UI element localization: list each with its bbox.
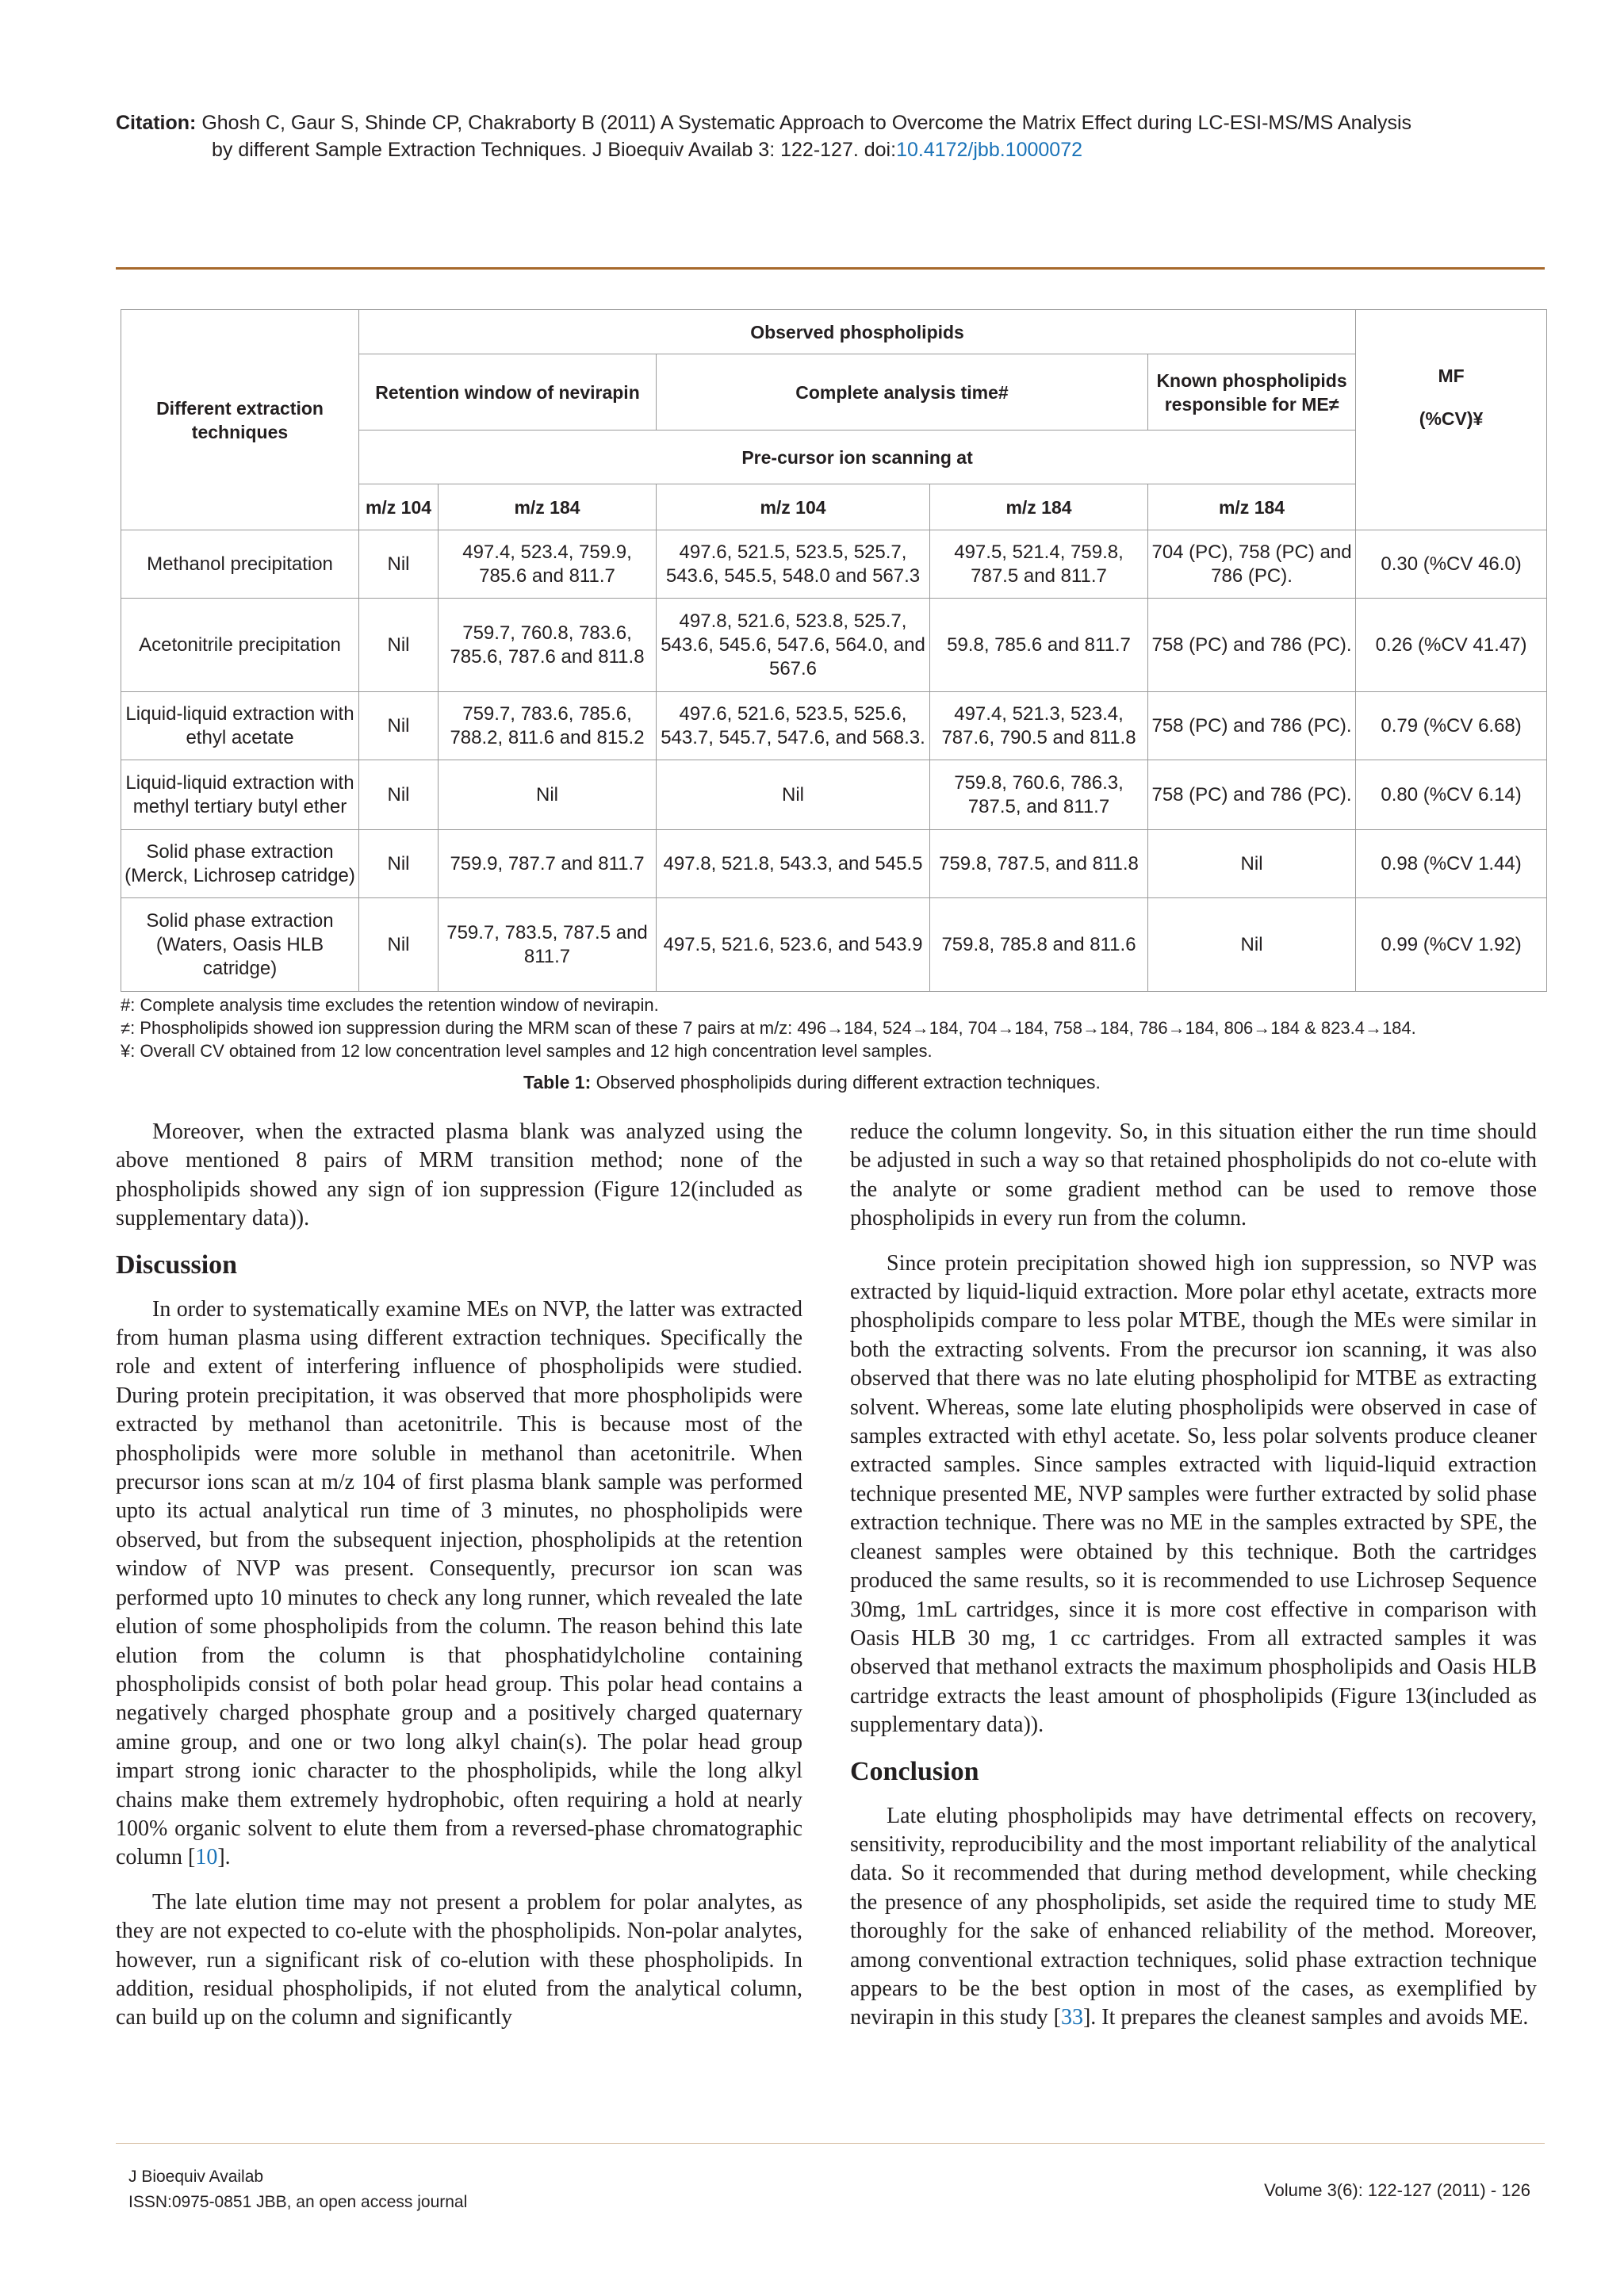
cell: 704 (PC), 758 (PC) and 786 (PC). [1148,530,1356,599]
cell: 759.9, 787.7 and 811.7 [439,830,657,898]
footer-left [128,2164,467,2215]
reference-link[interactable]: 33 [1060,2005,1083,2030]
technique-cell: Liquid-liquid extraction with ethyl acetate [121,692,359,760]
header-known: Known phospholipids responsible for ME≠ [1148,354,1356,430]
subheader-empty [1356,484,1547,530]
cell: Nil [359,760,439,830]
cell: 758 (PC) and 786 (PC). [1148,692,1356,760]
subheader-cell: m/z 184 [439,484,657,530]
technique-cell: Methanol precipitation [121,530,359,599]
technique-cell: Liquid-liquid extraction with methyl tertiary butyl ether [121,760,359,830]
cell: Nil [359,530,439,599]
header-retention: Retention window of nevirapin [359,354,657,430]
paragraph: Since protein precipitation showed high ion suppression, so NVP was extracted by liquid-liquid extraction. More polar ethyl acetate, extracts more phospholipids compare to less polar MTBE, though the MEs were similar in both the extracting solvents. From the precursor ion scanning, it was also observed that there was no late eluting phospholipid for MTBE as extracting solvent. Whereas, some late eluting phospholipids were observed in case of samples extracted with ethyl acetate. So, less polar solvents produce cleaner extracted samples. Since samples extracted with liquid-liquid extraction technique presented ME, NVP samples were further extracted by solid phase extraction technique. There was no ME in the samples extracted by SPE, the cleanest samples were obtained by this technique. Both the cartridges produced the same results, so it is recommended to use Lichrosep Sequence 30mg, 1mL cartridges, since it is more cost effective in comparison with Oasis HLB 30 mg, 1 cc cartridges. From all extracted samples it was observed that methanol extracts the maximum phospholipids and Oasis HLB cartridge extracts the least amount of phospholipids (Figure 13(included as supplementary data)). [850,1250,1537,1738]
cell: 497.8, 521.8, 543.3, and 545.5 [657,830,930,898]
subheader-cell: m/z 184 [930,484,1148,530]
cell: Nil [1148,830,1356,898]
paragraph: The late elution time may not present a problem for polar analytes, as they are not expected to co-elute with the phospholipids. Non-polar analytes, however, run a significant risk of co-elution with these phospholipids. In addition, residual phospholipids, if not eluted from the analytical column, can build up on the column and significantly [116,1889,802,2030]
mf-cell: 0.80 (%CV 6.14) [1356,760,1547,830]
cell: 497.5, 521.6, 523.6, and 543.9 [657,898,930,992]
paragraph: reduce the column longevity. So, in this situation either the run time should be adjusted in such a way so that retained phospholipids do not co-elute with the analyte or some gradient method can be used to remove those phospholipids in every run from the column. [850,1119,1537,1231]
table-row [121,692,1547,760]
technique-cell: Solid phase extraction (Waters, Oasis HLB catridge) [121,898,359,992]
technique-cell: Solid phase extraction (Merck, Lichrosep catridge) [121,830,359,898]
table-note: ≠: Phospholipids showed ion suppression during the MRM scan of these 7 pairs at m/z: 496→184, 524→184, 704→184, 758→184, 786→184, 806→184 & 823.4→184. [121,1018,1416,1038]
table-row [121,599,1547,692]
subheader-cell: m/z 104 [359,484,439,530]
paragraph: Moreover, when the extracted plasma blank was analyzed using the above mentioned 8 pairs of MRM transition method; none of the phospholipids showed any sign of ion suppression (Figure 12(included as supplementary data)). [116,1119,802,1231]
mf-cell: 0.79 (%CV 6.68) [1356,692,1547,760]
section-heading-discussion: Discussion [116,1249,238,1280]
cell: Nil [359,599,439,692]
citation-label: Citation: [116,112,197,134]
technique-cell: Acetonitrile precipitation [121,599,359,692]
table-caption [0,1072,1624,1093]
caption-label: Table 1: [523,1072,592,1093]
header-mf-cv: (%CV)¥ [1419,408,1484,429]
citation-line2: by different Sample Extraction Techniques. J Bioequiv Availab 3: 122-127. doi: [212,139,897,161]
phospholipids-table [121,309,1547,992]
cell: 759.7, 760.8, 783.6, 785.6, 787.6 and 811.8 [439,599,657,692]
subheader-cell: m/z 184 [1148,484,1356,530]
header-mf-label: MF [1438,365,1465,386]
cell: Nil [359,692,439,760]
doi-link[interactable]: 10.4172/jbb.1000072 [896,139,1083,161]
cell: Nil [359,830,439,898]
table-row [121,530,1547,599]
footer-journal: J Bioequiv Availab [128,2168,264,2186]
cell: 497.8, 521.6, 523.8, 525.7, 543.6, 545.6, 547.6, 564.0, and 567.6 [657,599,930,692]
section-heading-conclusion: Conclusion [850,1756,979,1786]
mf-cell: 0.30 (%CV 46.0) [1356,530,1547,599]
cell: 497.6, 521.5, 523.5, 525.7, 543.6, 545.5, 548.0 and 567.3 [657,530,930,599]
cell: Nil [439,760,657,830]
paragraph-text: ]. It prepares the cleanest samples and avoids ME. [1082,2005,1529,2030]
cell: 497.4, 521.3, 523.4, 787.6, 790.5 and 811.8 [930,692,1148,760]
mf-cell: 0.26 (%CV 41.47) [1356,599,1547,692]
cell: 758 (PC) and 786 (PC). [1148,760,1356,830]
mf-cell: 0.98 (%CV 1.44) [1356,830,1547,898]
table-note: ¥: Overall CV obtained from 12 low concentration level samples and 12 high concentration level samples. [121,1041,933,1061]
paragraph-text: ]. [217,1845,231,1870]
table-note: #: Complete analysis time excludes the retention window of nevirapin. [121,995,659,1015]
cell: Nil [657,760,930,830]
cell: 758 (PC) and 786 (PC). [1148,599,1356,692]
header-rule [116,267,1545,270]
cell: 497.5, 521.4, 759.8, 787.5 and 811.7 [930,530,1148,599]
citation-line1: Ghosh C, Gaur S, Shinde CP, Chakraborty B (2011) A Systematic Approach to Overcome the Matrix Effect during LC-ESI-MS/MS Analysis [201,112,1411,134]
caption-text: Observed phospholipids during different extraction techniques. [591,1072,1101,1093]
table-row [121,898,1547,992]
cell: Nil [1148,898,1356,992]
cell: Nil [359,898,439,992]
citation [116,109,1559,163]
header-mf [1356,310,1547,484]
table-notes [121,993,1548,1062]
paragraph [116,1295,802,1873]
footer-volume: Volume 3(6): 122-127 (2011) - 126 [1264,2180,1530,2200]
cell: 759.7, 783.6, 785.6, 788.2, 811.6 and 815.2 [439,692,657,760]
cell: 759.7, 783.5, 787.5 and 811.7 [439,898,657,992]
header-techniques: Different extraction techniques [121,310,359,530]
cell: 759.8, 760.6, 786.3, 787.5, and 811.7 [930,760,1148,830]
cell: 59.8, 785.6 and 811.7 [930,599,1148,692]
cell: 497.6, 521.6, 523.5, 525.6, 543.7, 545.7, 547.6, and 568.3. [657,692,930,760]
header-complete: Complete analysis time# [657,354,1148,430]
reference-link[interactable]: 10 [195,1845,218,1870]
header-precursor: Pre-cursor ion scanning at [359,430,1356,484]
paragraph [850,1802,1537,2033]
header-observed: Observed phospholipids [359,310,1356,354]
mf-cell: 0.99 (%CV 1.92) [1356,898,1547,992]
cell: 759.8, 787.5, and 811.8 [930,830,1148,898]
cell: 759.8, 785.8 and 811.6 [930,898,1148,992]
paragraph-text: Late eluting phospholipids may have detrimental effects on recovery, sensitivity, reproducibility and the most important reliability of the analytical data. So it recommended that during method development, while checking the presence of any phospholipids, set aside the required time to study ME thoroughly for the sake of enhanced reliability of the method. Moreover, among conventional extraction techniques, solid phase extraction technique appears to be the best option in most of the cases, as exemplified by nevirapin in this study [ [850,1803,1537,2030]
subheader-cell: m/z 104 [657,484,930,530]
table-row [121,830,1547,898]
cell: 497.4, 523.4, 759.9, 785.6 and 811.7 [439,530,657,599]
footer-issn: ISSN:0975-0851 JBB, an open access journal [128,2193,468,2211]
footer-rule [116,2143,1545,2144]
right-column [850,1118,1537,2033]
paragraph-text: In order to systematically examine MEs on NVP, the latter was extracted from human plasma using different extraction techniques. Specifically the role and extent of interfering influence of phospholipids were studied. During protein precipitation, it was observed that more phospholipids were extracted by methanol than acetonitrile. This is because most of the phospholipids were more soluble in methanol than acetonitrile. When precursor ions scan at m/z 104 of first plasma blank sample was performed upto its actual analytical run time of 3 minutes, no phospholipids were observed, but from the subsequent injection, phospholipids at the retention window of NVP was present. Consequently, precursor ion scan was performed upto 10 minutes to check any long runner, which revealed the late elution of some phospholipids from the column. The reason behind this late elution from the column is that phosphatidylcholine containing phospholipids consist of both polar head group. This polar head contains a negatively charged phosphate group and a positively charged quaternary amine group, and one or two long alkyl chain(s). The polar head group impart strong ionic character to the phospholipids, while the long alkyl chains make them extremely hydrophobic, often requiring a hold at nearly 100% organic solvent to elute them from a reversed-phase chromatographic column [ [116,1296,802,1870]
left-column [116,1118,802,2033]
table-row [121,760,1547,830]
